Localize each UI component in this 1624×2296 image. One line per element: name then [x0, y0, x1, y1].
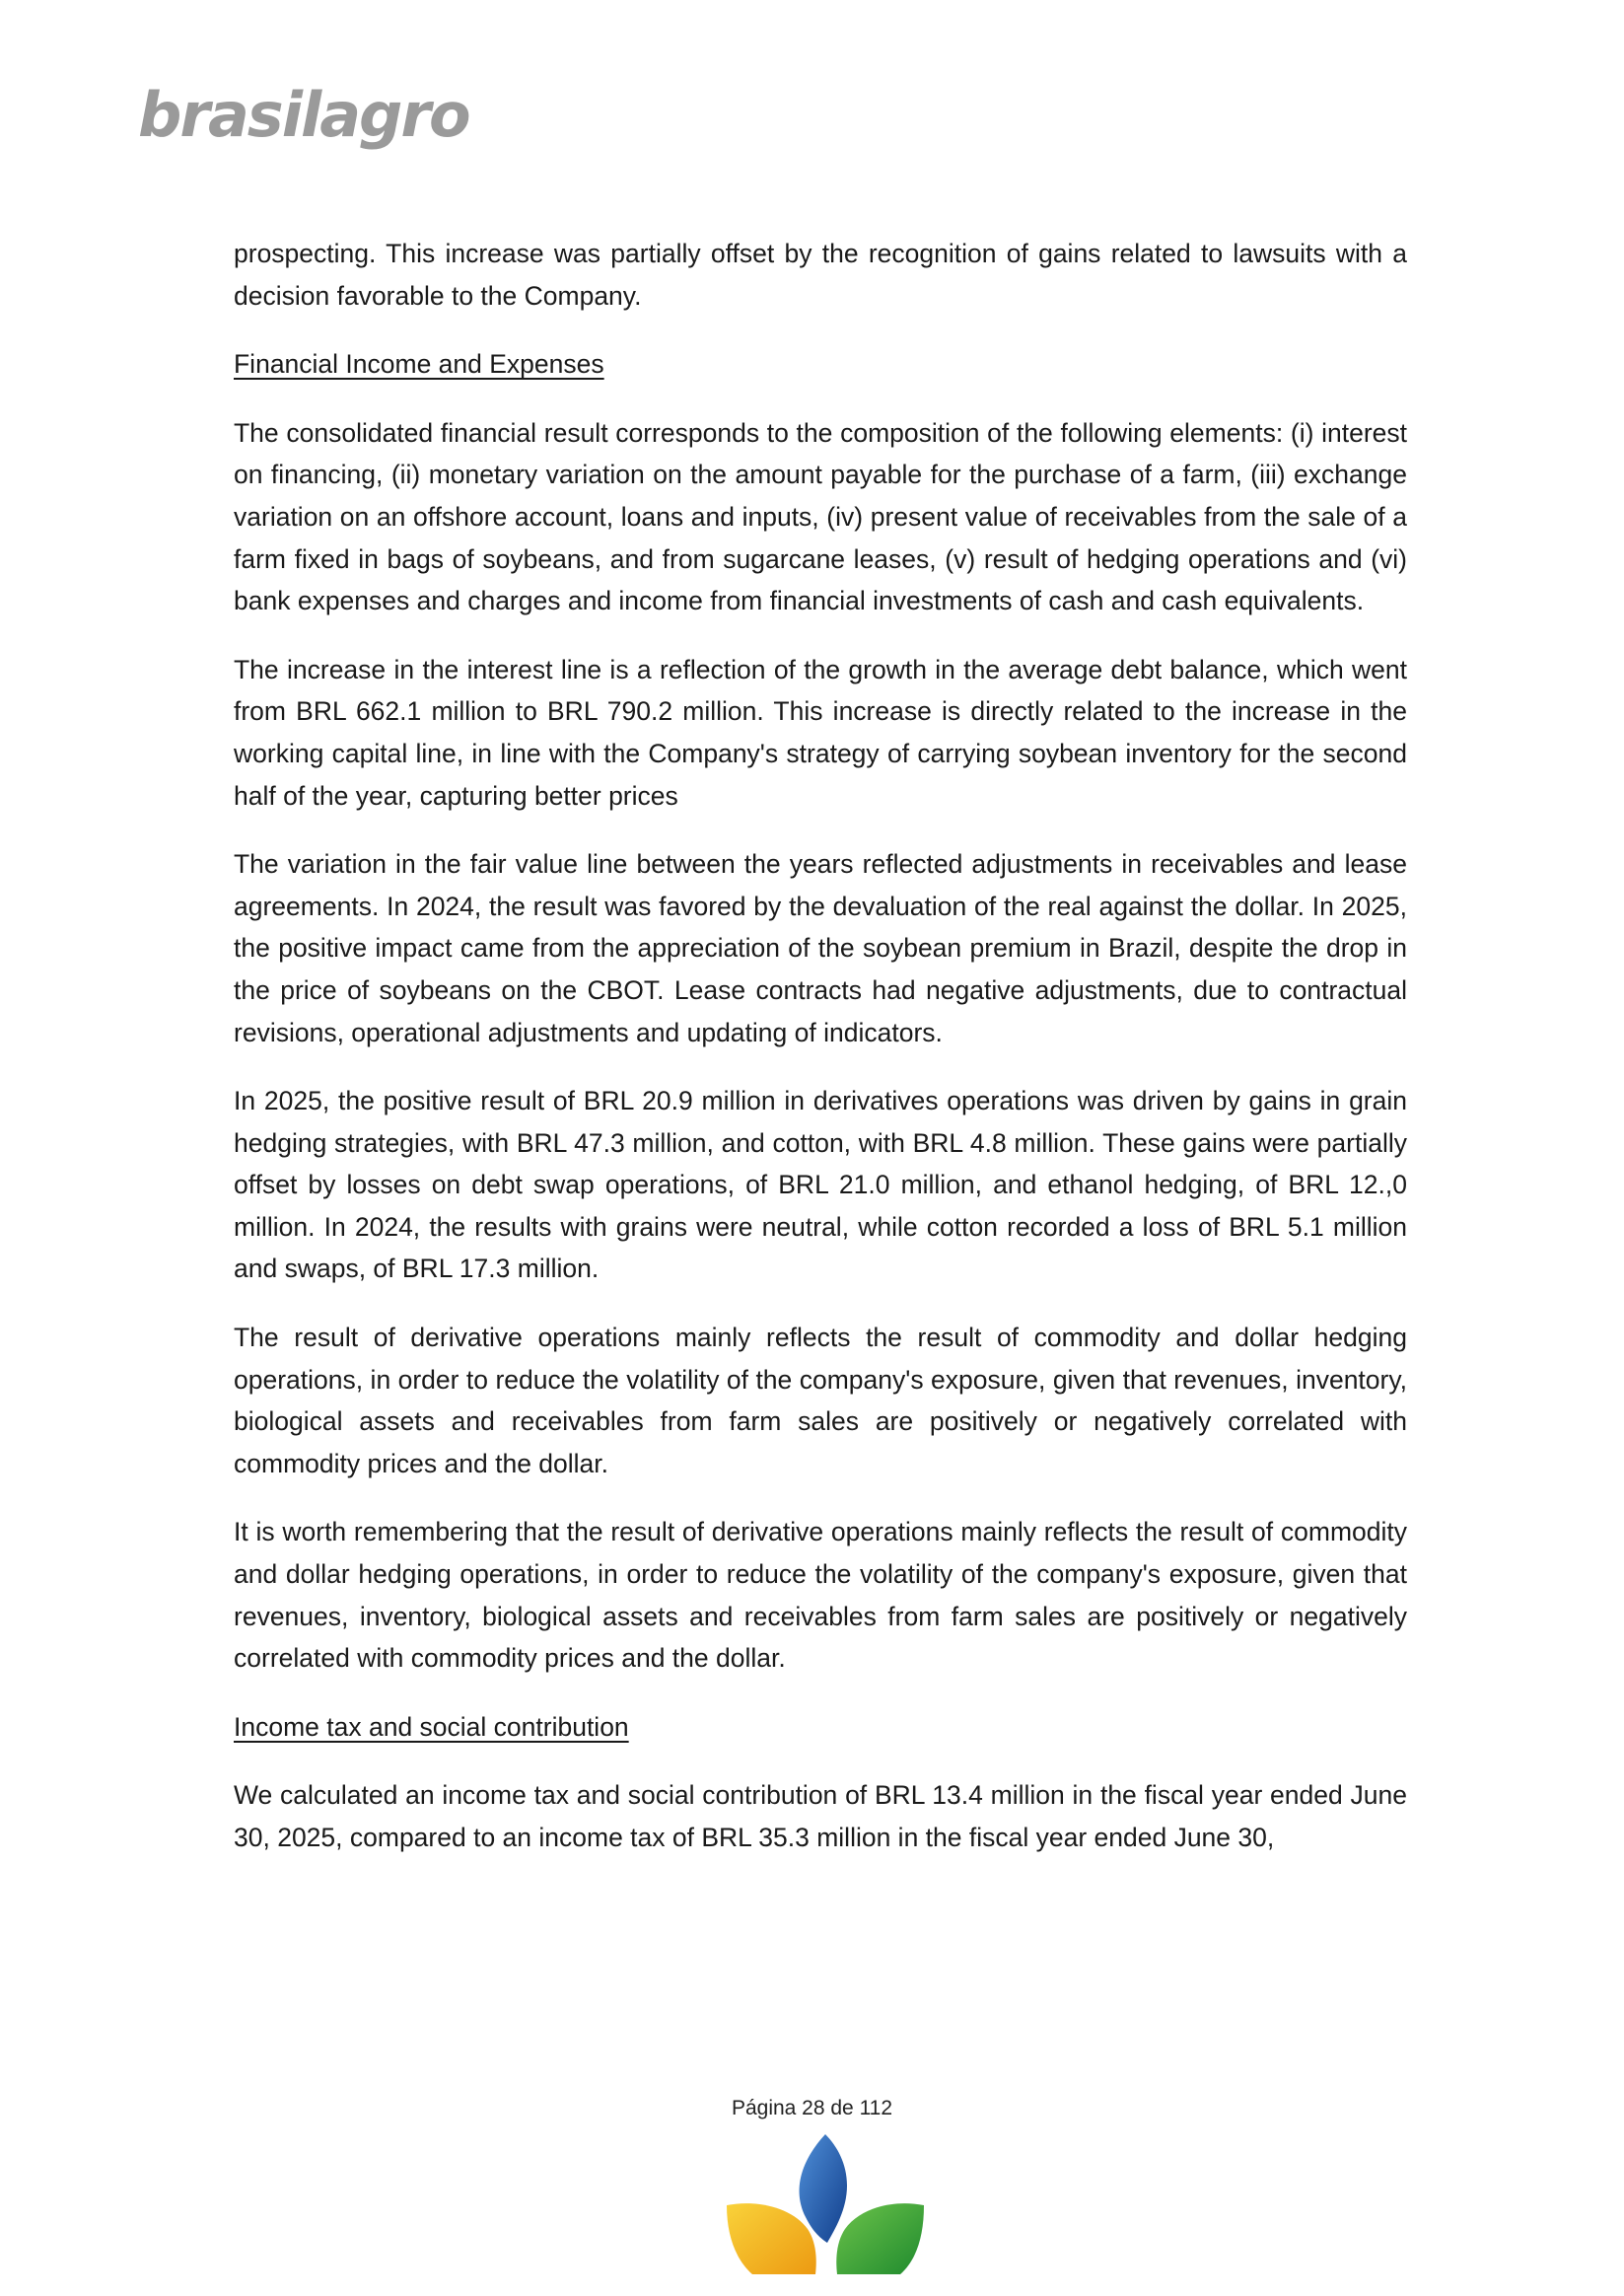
- document-body: [234, 233, 1407, 1886]
- company-logo: [138, 71, 469, 160]
- paragraph-income-tax: We calculated an income tax and social contribution of BRL 13.4 million in the fiscal year ended June 30, 2025, compared to an income tax of BRL 35.3 million in the fiscal year ended June 30,: [234, 1780, 1407, 1852]
- three-leaf-logo-icon: [723, 2130, 930, 2278]
- paragraph-prospecting: prospecting. This increase was partially offset by the recognition of gains related to lawsuits with a decision favorable to the Company.: [234, 239, 1407, 311]
- paragraph-financial-result-composition: The consolidated financial result corresponds to the composition of the following elements: (i) interest on financing, (ii) monetary variation on the amount payable for the purchase of a farm, (iii) exchange variation on an offshore account, loans and inputs, (iv) present value of receivables from the sale of a farm fixed in bags of soybeans, and from sugarcane leases, (v) result of hedging operations and (vi) bank expenses and charges and income from financial investments of cash and cash equivalents.: [234, 417, 1407, 616]
- paragraph-fair-value-line: The variation in the fair value line between the years reflected adjustments in receivables and lease agreements. In 2024, the result was favored by the devaluation of the real against the dollar. In 2025, the positive impact came from the appreciation of the soybean premium in Brazil, despite the drop in the price of soybeans on the CBOT. Lease contracts had negative adjustments, due to contractual revisions, operational adjustments and updating of indicators.: [234, 849, 1407, 1047]
- paragraph-derivative-operations: The result of derivative operations mainly reflects the result of commodity and dollar hedging operations, in order to reduce the volatility of the company's exposure, given that revenues, inventory, biological assets and receivables from farm sales are positively or negatively correlated with commodity prices and the dollar.: [234, 1323, 1407, 1478]
- section-heading-financial-income: Financial Income and Expenses: [234, 349, 604, 380]
- page-number: Página 28 de 112: [731, 2097, 893, 2119]
- logo-wordmark: brasilagro: [138, 79, 469, 151]
- paragraph-derivatives-2025: In 2025, the positive result of BRL 20.9 million in derivatives operations was driven by gains in grain hedging strategies, with BRL 47.3 million, and cotton, with BRL 4.8 million. These gains were partially offset by losses on debt swap operations, of BRL 21.0 million, and ethanol hedging, of BRL 12.,0 million. In 2024, the results with grains were neutral, while cotton recorded a loss of BRL 5.1 million and swaps, of BRL 17.3 million.: [234, 1086, 1407, 1284]
- paragraph-interest-line: The increase in the interest line is a reflection of the growth in the average debt balance, which went from BRL 662.1 million to BRL 790.2 million. This increase is directly related to the increase in the working capital line, in line with the Company's strategy of carrying soybean inventory for the second half of the year, capturing better prices: [234, 654, 1407, 811]
- section-heading-income-tax: Income tax and social contribution: [234, 1711, 629, 1742]
- paragraph-worth-remembering: It is worth remembering that the result of derivative operations mainly reflects the result of commodity and dollar hedging operations, in order to reduce the volatility of the company's exposure, given that revenues, inventory, biological assets and receivables from farm sales are positively or negatively correlated with commodity prices and the dollar.: [234, 1517, 1407, 1674]
